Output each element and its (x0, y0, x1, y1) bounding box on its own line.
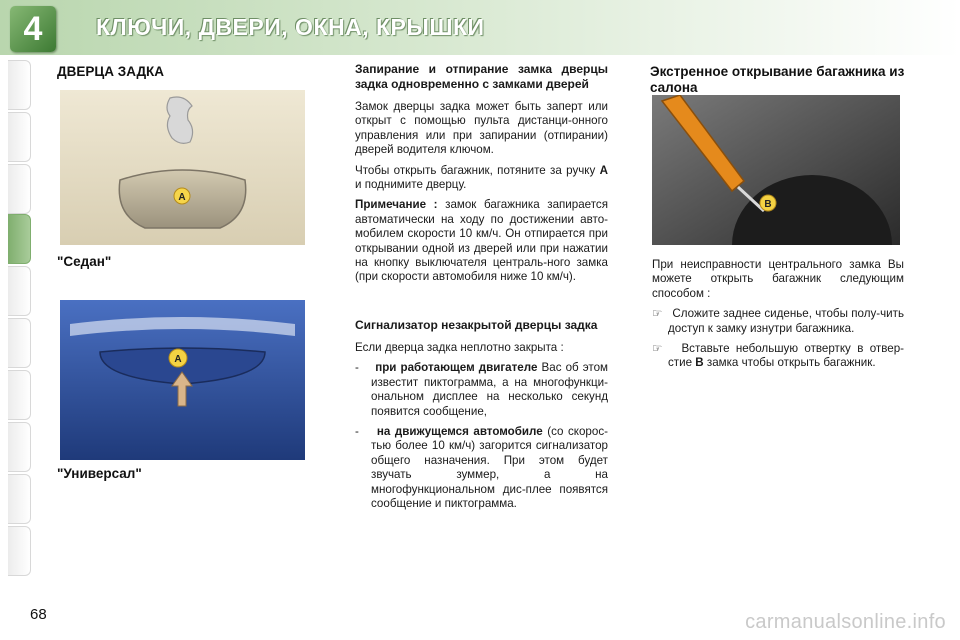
item-insert-text-end: замка чтобы открыть багажник. (706, 356, 876, 370)
letter-a: A (599, 163, 608, 177)
lion-emblem-icon (167, 97, 193, 143)
chapter-number-badge: 4 (10, 6, 56, 52)
dash: - (355, 361, 359, 375)
side-tab-strip (0, 60, 32, 580)
dash: - (355, 425, 359, 439)
caption-sedan: "Седан" (57, 254, 112, 269)
photo-sedan-trunk-handle (60, 90, 305, 245)
list-item-insert-screwdriver (652, 342, 904, 371)
note-label: Примечание : (355, 198, 438, 212)
photo-screwdriver-lock (652, 95, 900, 245)
paragraph-note (355, 198, 608, 284)
item2-bold: на движущемся автомобиле (376, 425, 543, 439)
letter-b: B (695, 356, 704, 370)
side-tab[interactable] (8, 318, 31, 368)
page-number: 68 (30, 606, 47, 623)
section-title-tailgate: ДВЕРЦА ЗАДКА (57, 64, 165, 79)
item-insert-text: Вставьте небольшую отвертку в отвер-стие (668, 342, 904, 370)
paragraph-open-trunk (355, 164, 608, 193)
side-tab[interactable] (8, 526, 31, 576)
side-tab[interactable] (8, 112, 31, 162)
paragraph-lock-info: Замок дверцы задка может быть заперт или открыт с помощью пульта дистанци-онного управления или при запирании (отпирании) дверей водителя ключом. (355, 100, 608, 157)
side-tab[interactable] (8, 60, 31, 110)
photo2-label: A (174, 354, 182, 365)
side-tab[interactable] (8, 370, 31, 420)
heading-emergency-opening: Экстренное открывание багажника из салона (650, 64, 905, 95)
middle-text-column (355, 62, 608, 291)
hand-pointer-icon: ☞ (652, 307, 663, 321)
open-trunk-text: Чтобы открыть багажник, потяните за ручку (355, 163, 596, 177)
list-item-fold-seat (652, 307, 904, 336)
list-item-engine-running (355, 361, 608, 419)
item1-text: Вас об этом известит пиктограмма, а на многофункци-ональном дисплее на несколько секунд появится сообщение, (371, 361, 608, 418)
middle-text-column-lower (355, 318, 608, 517)
list-item-vehicle-moving (355, 425, 608, 511)
side-tab[interactable] (8, 164, 31, 214)
caption-wagon: "Универсал" (57, 466, 142, 481)
paragraph-central-lock-failure: При неисправности центрального замка Вы можете открыть багажник следующим способом : (652, 258, 904, 300)
hand-pointer-icon: ☞ (652, 342, 663, 356)
side-tab-active[interactable] (8, 214, 31, 264)
paragraph-if-not-closed: Если дверца задка неплотно закрыта : (355, 341, 564, 354)
item2-text: (со скорос-тью более 10 км/ч) загорится сигнализатор общего назначения. При этом будет звучать зуммер, а на многофункциональном дис-плее появятся сообщение и пиктограмма. (371, 425, 608, 511)
photo-wagon-tailgate (60, 300, 305, 460)
open-trunk-text-end: и поднимите дверцу. (355, 178, 467, 192)
heading-lock-unlock: Запирание и отпирание замка дверцы задка одновременно с замками дверей (355, 62, 608, 91)
heading-door-open-warning: Сигнализатор незакрытой дверцы задка (355, 318, 598, 332)
item-fold-seat-text: Сложите заднее сиденье, чтобы полу-чить доступ к замку изнутри багажника. (668, 307, 904, 335)
chapter-title: КЛЮЧИ, ДВЕРИ, ОКНА, КРЫШКИ (96, 14, 485, 40)
right-text-column (652, 258, 904, 377)
watermark: carmanualsonline.info (745, 611, 946, 633)
side-tab[interactable] (8, 474, 31, 524)
side-tab[interactable] (8, 266, 31, 316)
note-text: замок багажника запирается автоматически на ходу по достижении авто-мобилем скорости 10 км/ч. Он отпирается при открывании одной из дверей или при нажатии на кнопку выключателя централь-ного замка (при скорости автомобиля ниже 10 км/ч). (355, 198, 608, 284)
side-tab[interactable] (8, 422, 31, 472)
photo-label-b: B (764, 199, 772, 210)
photo1-label: A (178, 192, 186, 203)
item1-bold: при работающем двигателе (375, 361, 538, 375)
